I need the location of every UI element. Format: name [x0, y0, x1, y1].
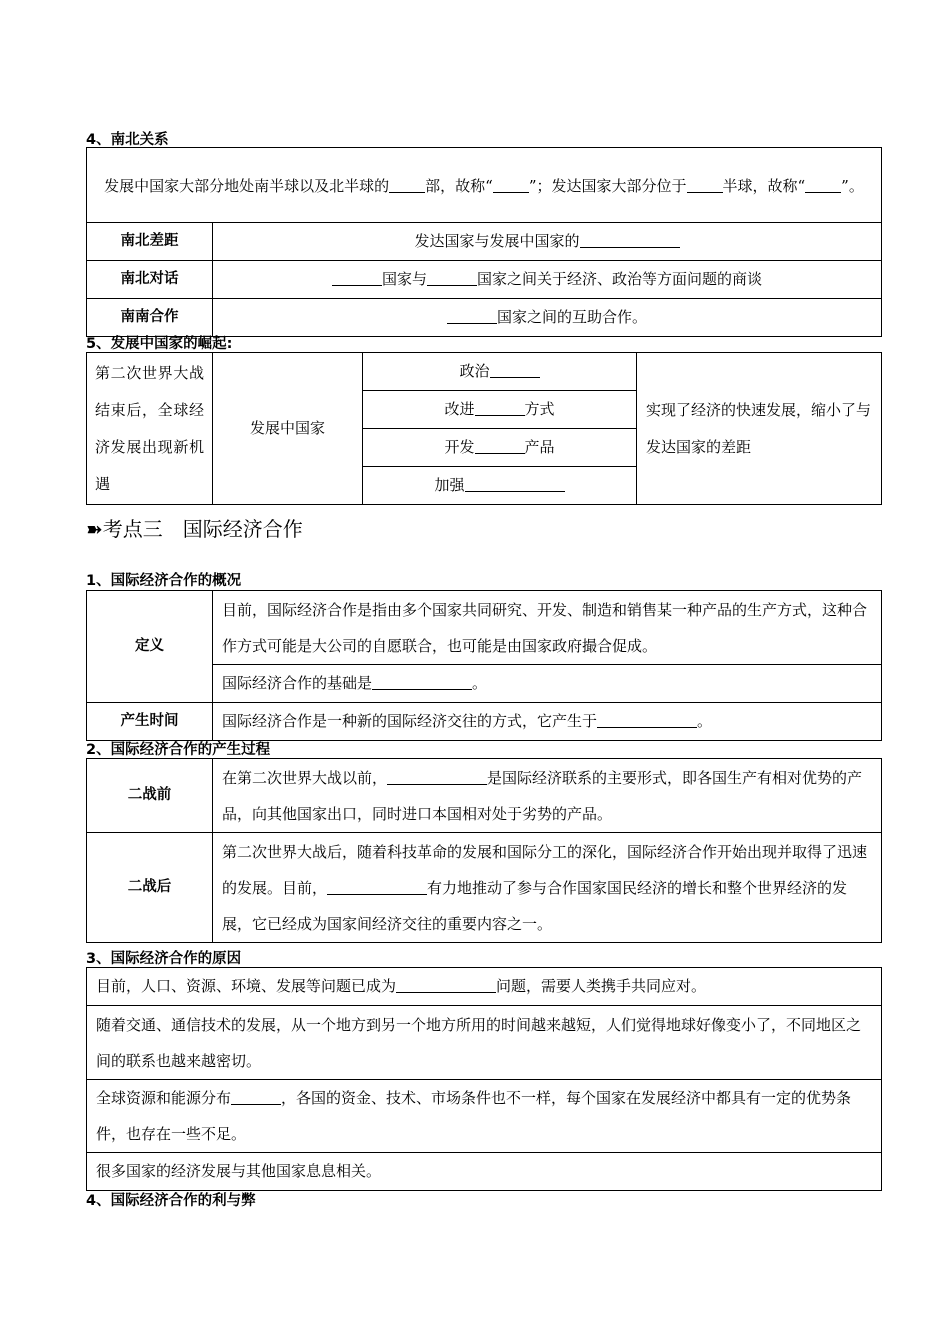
developing-countries-label: 发展中国家: [213, 353, 363, 505]
cooperation-process-table: [86, 758, 882, 943]
label-north-south-dialogue: 南北对话: [87, 261, 213, 299]
postwar-opportunity-text: 第二次世界大战结束后，全球经济发展出现新机遇: [87, 353, 213, 505]
north-south-table: [86, 147, 882, 337]
reason-interdependence: 很多国家的经济发展与其他国家息息相关。: [87, 1153, 882, 1191]
rise-item-politics: 政治: [363, 353, 637, 391]
arrow-icon: ➽: [86, 517, 103, 541]
north-south-dialogue-text: 国家与 国家之间关于经济、政治等方面问题的商谈: [213, 261, 882, 299]
after-ww2-text: 第二次世界大战后，随着科技革命的发展和国际分工的深化，国际经济合作开始出现并取得了迅速的发展。目前， 有力地推动了参与合作国家国民经济的增长和整个世界经济的发展，它已经成为国家间经济交往的重要内容之一。: [213, 833, 882, 943]
definition-text: 目前，国际经济合作是指由多个国家共同研究、开发、制造和销售某一种产品的生产方式，这种合作方式可能是大公司的自愿联合，也可能是由国家政府撮合促成。: [213, 591, 882, 665]
reason-global-issues: 目前，人口、资源、环境、发展等问题已成为 问题，需要人类携手共同应对。: [87, 968, 882, 1006]
topic-3-heading: ➽考点三 国际经济合作: [86, 517, 303, 541]
rise-item-strengthen: 加强: [363, 467, 637, 505]
rise-item-develop: 开发 产品: [363, 429, 637, 467]
cooperation-reasons-table: [86, 967, 882, 1191]
label-origin-time: 产生时间: [87, 703, 213, 741]
cooperation-basis-text: 国际经济合作的基础是 。: [213, 665, 882, 703]
north-south-intro: 发展中国家大部分地处南半球以及北半球的 部，故称“ ”；发达国家大部分位于 半球，故称“ ”。: [87, 148, 882, 223]
cooperation-process-heading: 2、国际经济合作的产生过程: [86, 742, 271, 758]
label-before-ww2: 二战前: [87, 759, 213, 833]
origin-time-text: 国际经济合作是一种新的国际经济交往的方式，它产生于 。: [213, 703, 882, 741]
developing-rise-table: [86, 352, 882, 505]
label-north-south-gap: 南北差距: [87, 223, 213, 261]
reason-uneven-resources: 全球资源和能源分布 ，各国的资金、技术、市场条件也不一样，每个国家在发展经济中都具有一定的优势条件，也存在一些不足。: [87, 1080, 882, 1153]
cooperation-pros-cons-heading: 4、国际经济合作的利与弊: [86, 1193, 256, 1209]
label-after-ww2: 二战后: [87, 833, 213, 943]
section-5-heading: 5、发展中国家的崛起:: [86, 336, 233, 352]
label-south-south-cooperation: 南南合作: [87, 299, 213, 337]
north-south-gap-text: 发达国家与发展中国家的: [213, 223, 882, 261]
before-ww2-text: 在第二次世界大战以前， 是国际经济联系的主要形式，即各国生产有相对优势的产品，向其他国家出口，同时进口本国相对处于劣势的产品。: [213, 759, 882, 833]
section-4-heading: 4、南北关系: [86, 132, 169, 148]
cooperation-overview-heading: 1、国际经济合作的概况: [86, 573, 242, 589]
rise-item-improve: 改进 方式: [363, 391, 637, 429]
south-south-cooperation-text: 国家之间的互助合作。: [213, 299, 882, 337]
cooperation-overview-table: [86, 590, 882, 741]
cooperation-reasons-heading: 3、国际经济合作的原因: [86, 951, 242, 967]
label-definition: 定义: [87, 591, 213, 703]
reason-shrinking-world: 随着交通、通信技术的发展，从一个地方到另一个地方所用的时间越来越短，人们觉得地球好像变小了，不同地区之间的联系也越来越密切。: [87, 1006, 882, 1080]
rise-result-text: 实现了经济的快速发展，缩小了与发达国家的差距: [637, 353, 882, 505]
